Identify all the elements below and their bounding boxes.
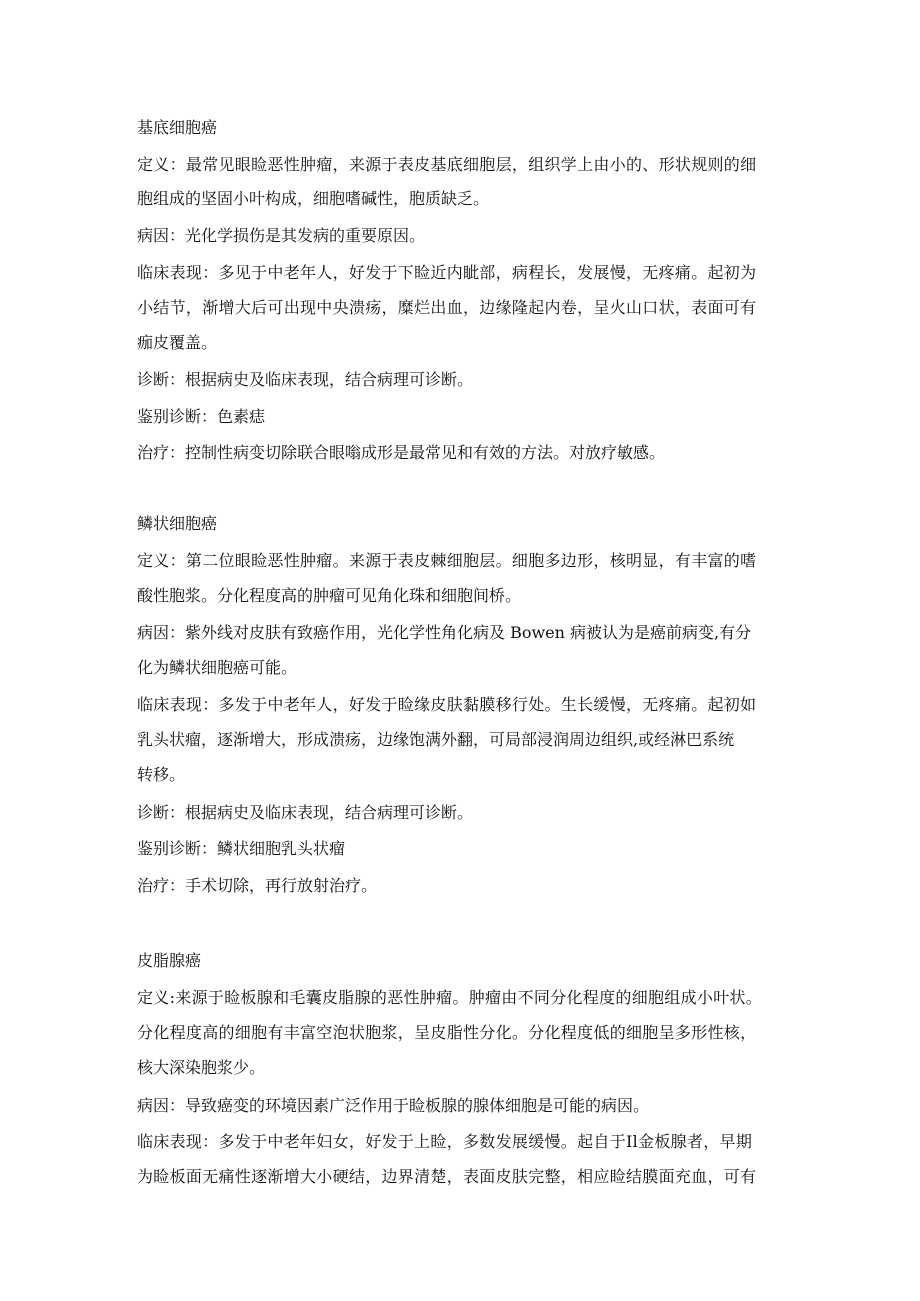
paragraph-line: 治疗：手术切除，再行放射治疗。: [137, 876, 378, 895]
paragraph-line: 定义：最常见眼睑恶性肿瘤，来源于表皮基底细胞层，组织学上由小的、形状规则的细: [137, 155, 757, 174]
paragraph-line: 分化程度高的细胞有丰富空泡状胞浆，呈皮脂性分化。分化程度低的细胞呈多形性核，: [137, 1023, 757, 1042]
paragraph-line: 核大深染胞浆少。: [137, 1058, 266, 1077]
paragraph-line: 转移。: [137, 765, 186, 784]
paragraph-line: 病因：紫外线对皮肤有致癌作用，光化学性角化病及 Bowen 病被认为是癌前病变,有分: [137, 623, 752, 642]
paragraph-line: 乳头状瘤，逐渐增大，形成溃疡，边缘饱满外翻，可局部浸润周边组织,或经淋巴系统: [137, 730, 735, 749]
paragraph-line: 病因：光化学损伤是其发病的重要原因。: [137, 226, 426, 245]
paragraph-line: 鉴别诊断：色素痣: [137, 407, 266, 426]
paragraph-line: 为睑板面无痛性逐渐增大小硬结，边界清楚，表面皮肤完整，相应睑结膜面充血，可有: [137, 1167, 757, 1186]
paragraph-line: 小结节，渐增大后可出现中央溃疡，糜烂出血，边缘隆起内卷，呈火山口状，表面可有: [137, 298, 757, 317]
paragraph-line: 病因：导致癌变的环境因素广泛作用于睑板腺的腺体细胞是可能的病因。: [137, 1096, 650, 1115]
section-title: 皮脂腺癌: [137, 951, 202, 970]
paragraph-line: 酸性胞浆。分化程度高的肿瘤可见角化珠和细胞间桥。: [137, 586, 522, 605]
paragraph-line: 临床表现：多发于中老年妇女，好发于上睑，多数发展缓慢。起自于Il金板腺者，早期: [137, 1132, 753, 1151]
paragraph-line: 临床表现：多见于中老年人，好发于下睑近内眦部，病程长，发展慢，无疼痛。起初为: [137, 263, 757, 282]
section-title: 基底细胞癌: [137, 118, 218, 137]
paragraph-line: 定义：第二位眼睑恶性肿瘤。来源于表皮棘细胞层。细胞多边形，核明显，有丰富的嗜: [137, 551, 757, 570]
paragraph-line: 定义:来源于睑板腺和毛囊皮脂腺的恶性肿瘤。肿瘤由不同分化程度的细胞组成小叶状。: [137, 988, 763, 1007]
paragraph-line: 化为鳞状细胞癌可能。: [137, 658, 298, 677]
paragraph-line: 治疗：控制性病变切除联合眼嗡成形是最常见和有效的方法。对放疗敏感。: [137, 443, 666, 462]
paragraph-line: 临床表现：多发于中老年人，好发于睑缘皮肤黏膜移行处。生长缓慢，无疼痛。起初如: [137, 695, 757, 714]
paragraph-line: 鉴别诊断：鳞状细胞乳头状瘤: [137, 839, 346, 858]
paragraph-line: 胞组成的坚固小叶构成，细胞嗜碱性，胞质缺乏。: [137, 189, 490, 208]
paragraph-line: 诊断：根据病史及临床表现，结合病理可诊断。: [137, 803, 474, 822]
paragraph-line: 诊断：根据病史及临床表现，结合病理可诊断。: [137, 370, 474, 389]
paragraph-line: 痂皮覆盖。: [137, 333, 218, 352]
section-title: 鳞状细胞癌: [137, 514, 218, 533]
